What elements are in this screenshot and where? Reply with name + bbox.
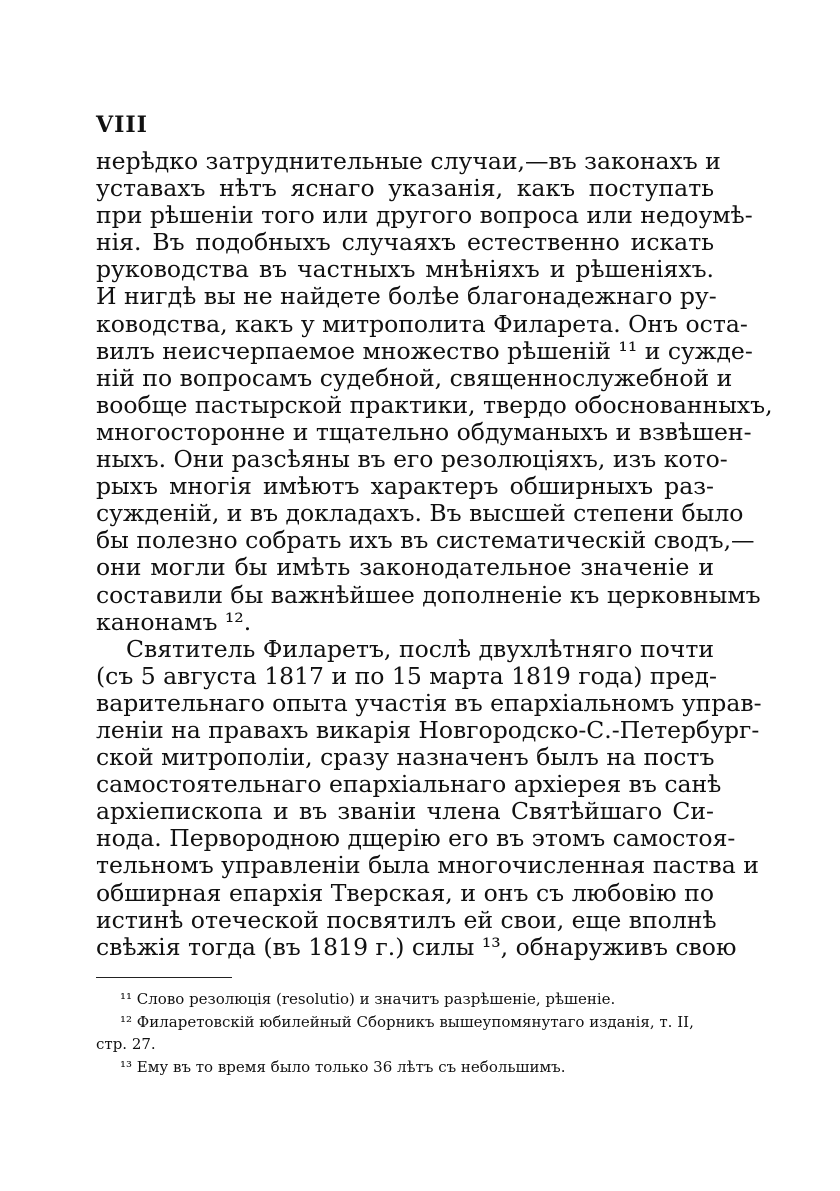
text-line: самостоятельнаго епархіальнаго архіерея въ санѣ (96, 770, 722, 799)
text-line: свѣжія тогда (въ 1819 г.) силы ¹³, обнаруживъ свою (96, 932, 737, 961)
text-line: вообще пастырской практики, твердо обоснованныхъ, (96, 390, 773, 419)
text-line: многосторонне и тщательно обдуманыхъ и взвѣшен- (96, 417, 752, 446)
text-line: ній по вопросамъ судебной, священнослужебной и (96, 363, 733, 392)
text-line: (съ 5 августа 1817 и по 15 марта 1819 года) пред- (96, 661, 717, 690)
text-line: они могли бы имѣть законодательное значеніе и (96, 553, 714, 582)
text-line: вилъ неисчерпаемое множество рѣшеній ¹¹ и сужде- (96, 336, 753, 365)
text-line: бы полезно собрать ихъ въ систематическій сводъ,— (96, 526, 755, 555)
footnote-13: ¹³ Ему въ то время было только 36 лѣтъ съ небольшимъ. (120, 1057, 566, 1076)
footnote-divider (96, 977, 232, 978)
text-line: канонамъ ¹². (96, 607, 252, 636)
text-line: варительнаго опыта участія въ епархіальномъ управ- (96, 688, 762, 717)
text-line: нія. Въ подобныхъ случаяхъ естественно искать (96, 228, 714, 257)
footnote-12-continued: стр. 27. (96, 1035, 156, 1053)
paragraph-start: Святитель Филаретъ, послѣ двухлѣтняго почти (126, 634, 714, 663)
text-line: составили бы важнѣйшее дополненіе къ церковнымъ (96, 580, 761, 609)
text-line: при рѣшеніи того или другого вопроса или недоумѣ- (96, 201, 753, 230)
text-line: И нигдѣ вы не найдете болѣе благонадежнаго ру- (96, 282, 717, 311)
text-line: уставахъ нѣтъ яснаго указанія, какъ поступать (96, 174, 714, 203)
text-line: леніи на правахъ викарія Новгородско-С.-Петербург- (96, 715, 760, 744)
text-line: сужденій, и въ докладахъ. Въ высшей степени было (96, 499, 744, 528)
text-line: ководства, какъ у митрополита Филарета. Онъ оста- (96, 309, 748, 338)
footnotes (96, 988, 714, 1078)
text-line: ныхъ. Они разсѣяны въ его резолюціяхъ, изъ кото- (96, 445, 728, 474)
text-line: руководства въ частныхъ мнѣніяхъ и рѣшеніяхъ. (96, 255, 714, 284)
text-line: рыхъ многія имѣютъ характеръ обширныхъ раз- (96, 472, 714, 501)
text-line: нода. Первородною дщерію его въ этомъ самостоя- (96, 824, 736, 853)
text-line: обширная епархія Тверская, и онъ съ любовію по (96, 878, 714, 907)
text-line: ской митрополіи, сразу назначенъ былъ на постъ (96, 743, 715, 772)
text-line: архіепископа и въ званіи члена Святѣйшаго Си- (96, 797, 714, 826)
footnote-12: ¹² Филаретовскій юбилейный Сборникъ вышеупомянутаго изданія, т. II, (120, 1012, 694, 1031)
footnote-11: ¹¹ Слово резолюція (resolutio) и значитъ разрѣшеніе, рѣшеніе. (120, 990, 616, 1008)
text-line: нерѣдко затруднительные случаи,—въ законахъ и (96, 147, 721, 175)
text-line: тельномъ управленіи была многочисленная паства и (96, 851, 759, 880)
main-text (96, 147, 773, 961)
page-number: VIII (96, 112, 148, 138)
text-line: истинѣ отеческой посвятилъ ей свои, еще вполнѣ (96, 905, 717, 934)
